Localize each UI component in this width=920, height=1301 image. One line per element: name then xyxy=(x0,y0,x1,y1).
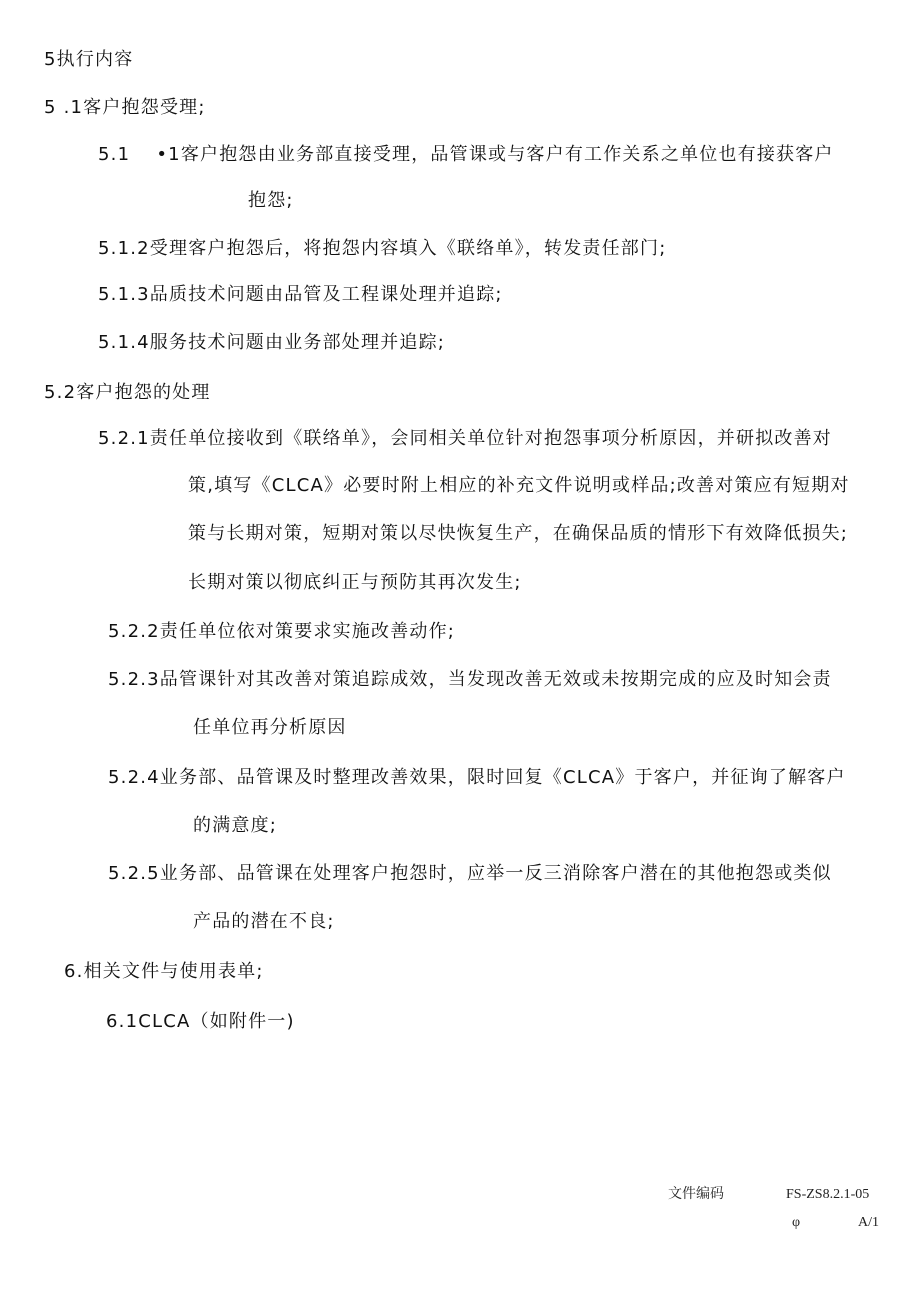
section-5-1-2: 5.1.2受理客户抱怨后，将抱怨内容填入《联络单》，转发责任部门; xyxy=(98,238,667,259)
section-5-2-4-line-1: 5.2.4业务部、品管课及时整理改善效果，限时回复《CLCA》于客户，并征询了解客户 xyxy=(108,767,846,788)
section-5-1-heading: 5 .1客户抱怨受理; xyxy=(44,97,206,118)
section-5-2-3-line-1: 5.2.3品管课针对其改善对策追踪成效，当发现改善无效或未按期完成的应及时知会责 xyxy=(108,669,832,690)
section-5-2-5-line-1: 5.2.5业务部、品管课在处理客户抱怨时，应举一反三消除客户潜在的其他抱怨或类似 xyxy=(108,863,832,884)
section-6-1: 6.1CLCA（如附件一) xyxy=(106,1011,295,1032)
doc-code-value: FS-ZS8.2.1-05 xyxy=(786,1187,870,1202)
section-5-2-2: 5.2.2责任单位依对策要求实施改善动作; xyxy=(108,621,456,642)
section-5-2-1-line-3: 策与长期对策，短期对策以尽快恢复生产，在确保品质的情形下有效降低损失; xyxy=(188,523,849,544)
section-5-2-3-line-2: 任单位再分析原因 xyxy=(193,717,347,738)
section-5-2-1-line-4: 长期对策以彻底纠正与预防其再次发生; xyxy=(188,572,522,593)
section-5-2-4-line-2: 的满意度; xyxy=(193,815,278,836)
section-5-1-1-line-1: 5.1 •1客户抱怨由业务部直接受理，品管课或与客户有工作关系之单位也有接获客户 xyxy=(98,144,834,165)
section-5-heading: 5执行内容 xyxy=(44,49,134,70)
section-5-1-1-line-2: 抱怨; xyxy=(248,190,294,211)
section-5-1-3: 5.1.3品质技术问题由品管及工程课处理并追踪; xyxy=(98,284,503,305)
section-5-1-4: 5.1.4服务技术问题由业务部处理并追踪; xyxy=(98,332,446,353)
section-6-heading: 6.相关文件与使用表单; xyxy=(64,961,264,982)
section-5-2-1-line-2: 策,填写《CLCA》必要时附上相应的补充文件说明或样品;改善对策应有短期对 xyxy=(188,475,850,496)
revision-code: A/1 xyxy=(858,1215,879,1230)
footer-symbol: φ xyxy=(792,1215,801,1230)
section-5-2-5-line-2: 产品的潜在不良; xyxy=(193,911,335,932)
doc-code-label: 文件编码 xyxy=(668,1187,724,1202)
section-5-2-heading: 5.2客户抱怨的处理 xyxy=(44,382,211,403)
section-5-2-1-line-1: 5.2.1责任单位接收到《联络单》，会同相关单位针对抱怨事项分析原因，并研拟改善对 xyxy=(98,428,832,449)
